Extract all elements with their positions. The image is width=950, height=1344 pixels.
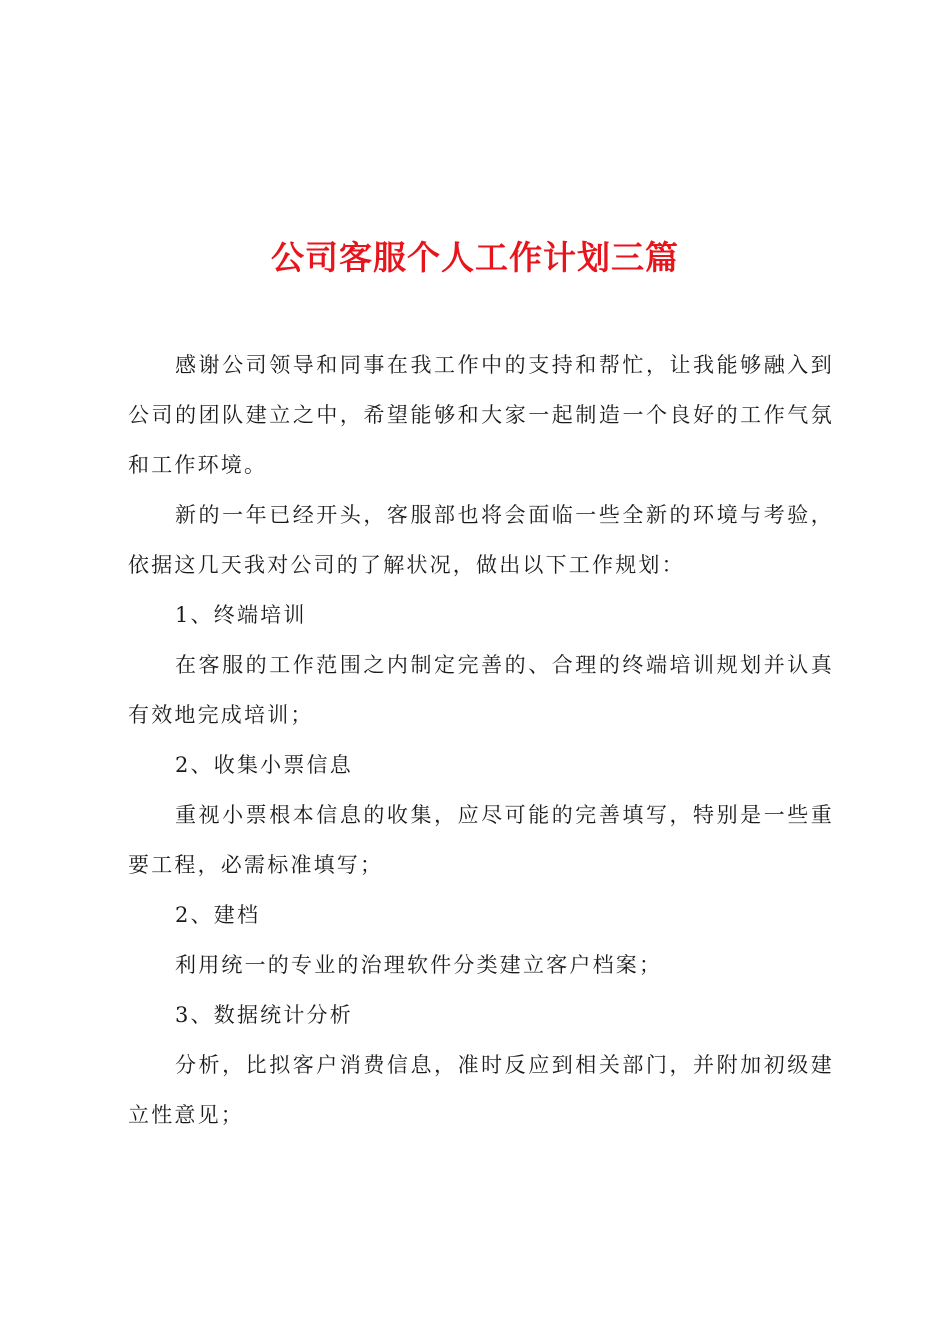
paragraph-terminal-training: 在客服的工作范围之内制定完善的、合理的终端培训规划并认真有效地完成培训； [128, 653, 834, 727]
paragraph-receipt-info: 重视小票根本信息的收集，应尽可能的完善填写，特别是一些重要工程，必需标准填写； [128, 803, 834, 877]
document-title: 公司客服个人工作计划三篇 [271, 238, 679, 278]
heading-receipt-info: 2、收集小票信息 [175, 753, 353, 777]
paragraph-plan-intro: 新的一年已经开头，客服部也将会面临一些全新的环境与考验，依据这几天我对公司的了解状况，做出以下工作规划： [128, 503, 834, 577]
paragraph-data-analysis: 分析，比拟客户消费信息，准时反应到相关部门，并附加初级建立性意见； [128, 1053, 834, 1127]
paragraph-intro: 感谢公司领导和同事在我工作中的支持和帮忙，让我能够融入到公司的团队建立之中，希望能够和大家一起制造一个良好的工作气氛和工作环境。 [128, 353, 834, 477]
heading-data-analysis: 3、数据统计分析 [175, 1003, 353, 1027]
heading-terminal-training: 1、终端培训 [175, 603, 307, 627]
document-body [128, 340, 834, 1140]
heading-filing: 2、建档 [175, 903, 261, 927]
paragraph-filing: 利用统一的专业的治理软件分类建立客户档案； [175, 953, 663, 977]
